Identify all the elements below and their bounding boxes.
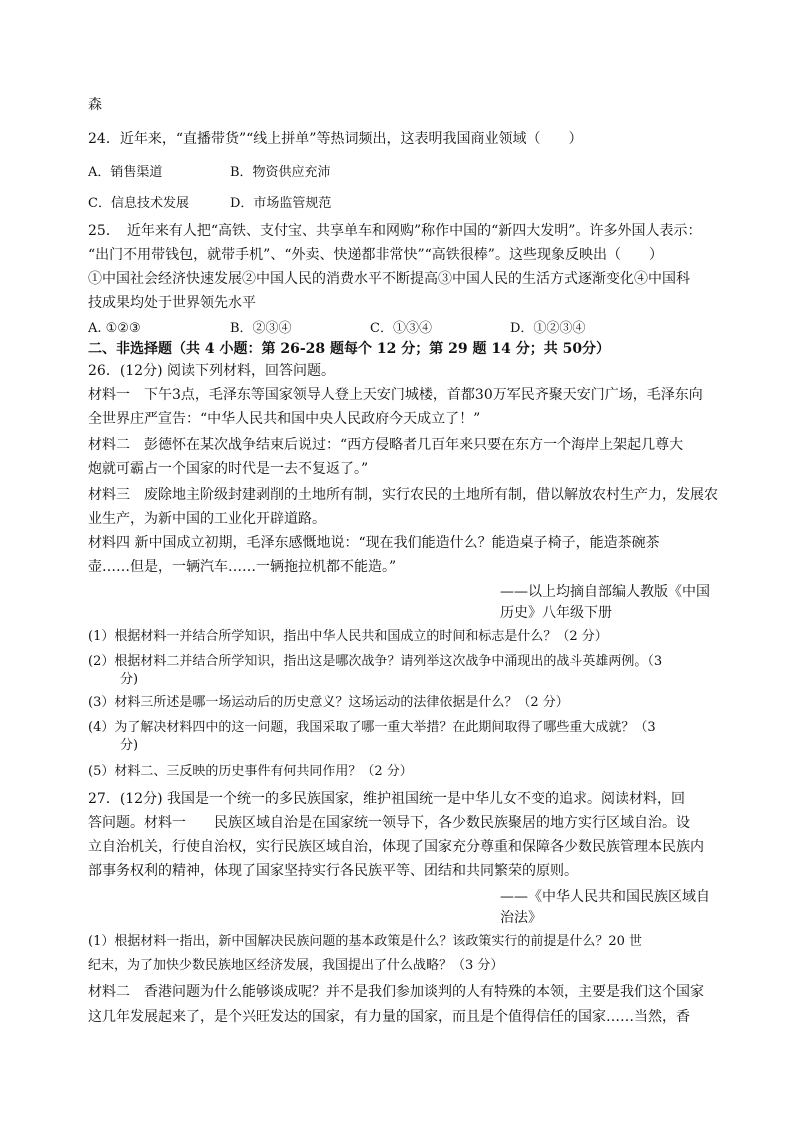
sub-question-cont: 分): [120, 672, 139, 687]
text-line: 答问题。材料一 民族区域自治是在国家统一领导下，各少数民族聚居的地方实行区域自治。设: [88, 815, 690, 831]
q25-option-b: B．②③④: [230, 321, 292, 336]
q24-option-a: A．销售渠道: [88, 165, 163, 180]
sub-question: (3）材料三所述是哪一场运动后的历史意义？这场运动的法律依据是什么？（2 分）: [88, 695, 569, 710]
text-line: 全世界庄严宣告：“中华人民共和国中央人民政府今天成立了！”: [88, 411, 481, 427]
text-line: 立自治机关，行使自治权，实行民族区域自治，体现了国家充分尊重和保障各少数民族管理本民族内: [88, 839, 704, 855]
text-line: 材料一 下午3点，毛泽东等国家领导人登上天安门城楼，首都30万军民齐聚天安门广场，毛泽东向: [88, 387, 703, 403]
sub-question-cont: 分): [120, 738, 139, 753]
q25-option-d: D．①②③④: [510, 321, 586, 336]
question-24: 24．近年来，“直播带货”“线上拼单”等热词频出，这表明我国商业领域（ ）: [88, 131, 583, 147]
text-line: 这几年发展起来了，是个兴旺发达的国家，有力量的国家，而且是个值得信任的国家……当然，香: [88, 1009, 690, 1025]
q24-option-d: D．市场监管规范: [230, 196, 332, 211]
sub-question: (5）材料二、三反映的历史事件有何共同作用？（2 分）: [88, 764, 413, 779]
text-line: 材料四 新中国成立初期，毛泽东感慨地说：“现在我们能造什么？能造桌子椅子，能造茶碗茶: [88, 535, 660, 551]
text-line: 业生产，为新中国的工业化开辟道路。: [88, 511, 326, 527]
sub-question: (1）根据材料一指出，新中国解决民族问题的基本政策是什么？该政策实行的前提是什么？20 世: [88, 934, 643, 949]
q24-option-b: B．物资供应充沛: [230, 165, 331, 180]
text-line: “出门不用带钱包，就带手机”、“外卖、快递都非常快”“高铁很棒”。这些现象反映出（ ）: [88, 247, 663, 263]
sub-question: (2）根据材料二并结合所学知识，指出这是哪次战争？请列举这次战争中涌现出的战斗英雄两例。（3: [88, 654, 663, 669]
q24-option-c: C．信息技术发展: [88, 196, 189, 211]
sub-question: (1）根据材料一并结合所学知识，指出中华人民共和国成立的时间和标志是什么？（2 分）: [88, 629, 608, 644]
question-27: 27．(12分) 我国是一个统一的多民族国家，维护祖国统一是中华儿女不变的追求。阅读材料，回: [88, 791, 686, 807]
q25-option-a: A. ①②③: [88, 321, 141, 336]
q25-option-c: C．①③④: [370, 321, 432, 336]
question-26: 26．(12分) 阅读下列材料，回答问题。: [88, 363, 336, 379]
text-line: 部事务权利的精神，体现了国家坚持实行各民族平等、团结和共同繁荣的原则。: [88, 863, 578, 879]
sub-question: (4）为了解决材料四中的这一问题，我国采取了哪一重大举措？在此期间取得了哪些重大成就？（3: [88, 720, 656, 735]
text-line: 炮就可霸占一个国家的时代是一去不复返了。”: [88, 461, 369, 477]
text-line: 材料二 彭德怀在某次战争结束后说过：“西方侵略者几百年来只要在东方一个海岸上架起几尊大: [88, 437, 684, 453]
text-line: 技成果均处于世界领先水平: [88, 295, 256, 311]
sub-question-cont: 纪末，为了加快少数民族地区经济发展，我国提出了什么战略？（3 分）: [88, 958, 504, 973]
text-line: 材料三 废除地主阶级封建剥削的土地所有制，实行农民的土地所有制，借以解放农村生产力，发展农: [88, 487, 718, 503]
text-line: ①中国社会经济快速发展②中国人民的消费水平不断提高③中国人民的生活方式逐渐变化④中国科: [88, 271, 690, 287]
text-line: 壶……但是，一辆汽车……一辆拖拉机都不能造。”: [88, 559, 397, 575]
question-25: 25． 近年来有人把“高铁、支付宝、共享单车和网购”称作中国的“新四大发明”。许多外国人表示：: [88, 223, 702, 239]
section-heading: 二、非选择题（共 4 小题：第 26-28 题每个 12 分；第 29 题 14 分；共 50分）: [88, 341, 611, 357]
source-citation: ——《中华人民共和国民族区域自治法》: [500, 889, 710, 926]
text-line: 材料二 香港问题为什么能够谈成呢？并不是我们参加谈判的人有特殊的本领，主要是我们这个国家: [88, 984, 704, 1000]
source-citation: ——以上均摘自部编人教版《中国历史》八年级下册: [500, 584, 710, 621]
text-line: 森: [88, 97, 102, 113]
